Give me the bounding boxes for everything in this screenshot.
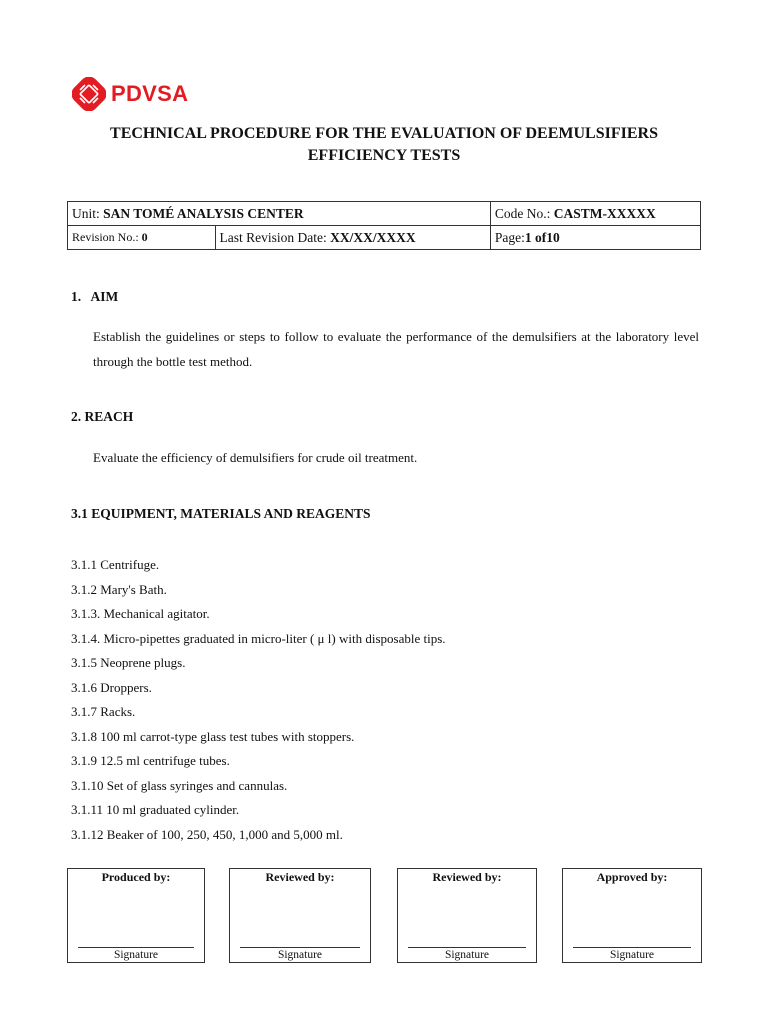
revision-value: 0 [141,230,148,244]
signature-line [408,947,526,948]
equipment-heading: 3.1 EQUIPMENT, MATERIALS AND REAGENTS [71,506,371,521]
document-title [40,123,728,167]
equipment-list [71,553,446,847]
revision-cell [68,226,216,250]
document-info-table [67,201,701,250]
pdvsa-logo-icon [72,77,106,111]
company-logo [72,77,188,111]
last-revision-value: XX/XX/XXXX [330,229,416,245]
title-line-1: TECHNICAL PROCEDURE FOR THE EVALUATION OF DEEMULSIFIERS [110,125,658,142]
signature-caption: Signature [444,949,490,961]
last-revision-cell [215,226,490,250]
signature-line [78,947,194,948]
signature-title: Reviewed by: [265,870,335,884]
unit-value: SAN TOMÉ ANALYSIS CENTER [103,205,304,221]
signature-line [240,947,360,948]
reach-heading: 2. REACH [71,409,134,424]
page-cell [490,226,700,250]
signature-line [573,947,691,948]
list-item: 3.1.5 Neoprene plugs. [71,655,186,670]
signature-box-reviewed-2 [397,868,537,963]
unit-cell [68,202,491,226]
reach-paragraph: Evaluate the efficiency of demulsifiers for crude oil treatment. [93,450,418,465]
last-revision-label: Last Revision Date: [219,229,331,245]
aim-heading: 1. AIM [71,289,119,304]
aim-paragraph: Establish the guidelines or steps to follow to evaluate the performance of the demulsifiers at the laboratory level through the bottle test method. [93,329,699,369]
signature-box-produced [67,868,205,963]
info-row-unit [68,202,701,226]
signature-box-reviewed-1 [229,868,371,963]
list-item: 3.1.2 Mary's Bath. [71,581,167,597]
logo-text: PDVSA [111,81,189,106]
list-item: 3.1.8 100 ml carrot-type glass test tubes with stoppers. [71,728,355,744]
signature-caption: Signature [113,949,159,961]
list-item: 3.1.11 10 ml graduated cylinder. [71,802,240,817]
title-line-2: EFFICIENCY TESTS [307,147,461,164]
list-item: 3.1.10 Set of glass syringes and cannulas. [71,777,288,793]
list-item: 3.1.1 Centrifuge. [71,557,160,572]
page-value: 1 of10 [524,229,560,245]
page-label: Page: [494,229,525,245]
list-item: 3.1.9 12.5 ml centrifuge tubes. [71,753,230,768]
list-item: 3.1.3. Mechanical agitator. [71,606,210,621]
list-item: 3.1.4. Micro-pipettes graduated in micro-liter ( μ l) with disposable tips. [71,630,446,646]
list-item: 3.1.6 Droppers. [71,679,152,695]
signature-title: Produced by: [101,870,171,884]
revision-label: Revision No.: [72,230,142,244]
code-label: Code No.: [494,205,554,221]
signature-caption: Signature [609,949,655,961]
signature-box-approved [562,868,702,963]
signature-title: Reviewed by: [432,870,502,884]
info-row-revision [68,226,701,250]
list-item: 3.1.12 Beaker of 100, 250, 450, 1,000 and 5,000 ml. [71,826,343,842]
list-item: 3.1.7 Racks. [71,704,136,719]
code-cell [490,202,700,226]
unit-label: Unit: [72,205,104,221]
signature-title: Approved by: [596,870,668,884]
signature-caption: Signature [277,949,323,961]
code-value: CASTM-XXXXX [553,205,656,221]
